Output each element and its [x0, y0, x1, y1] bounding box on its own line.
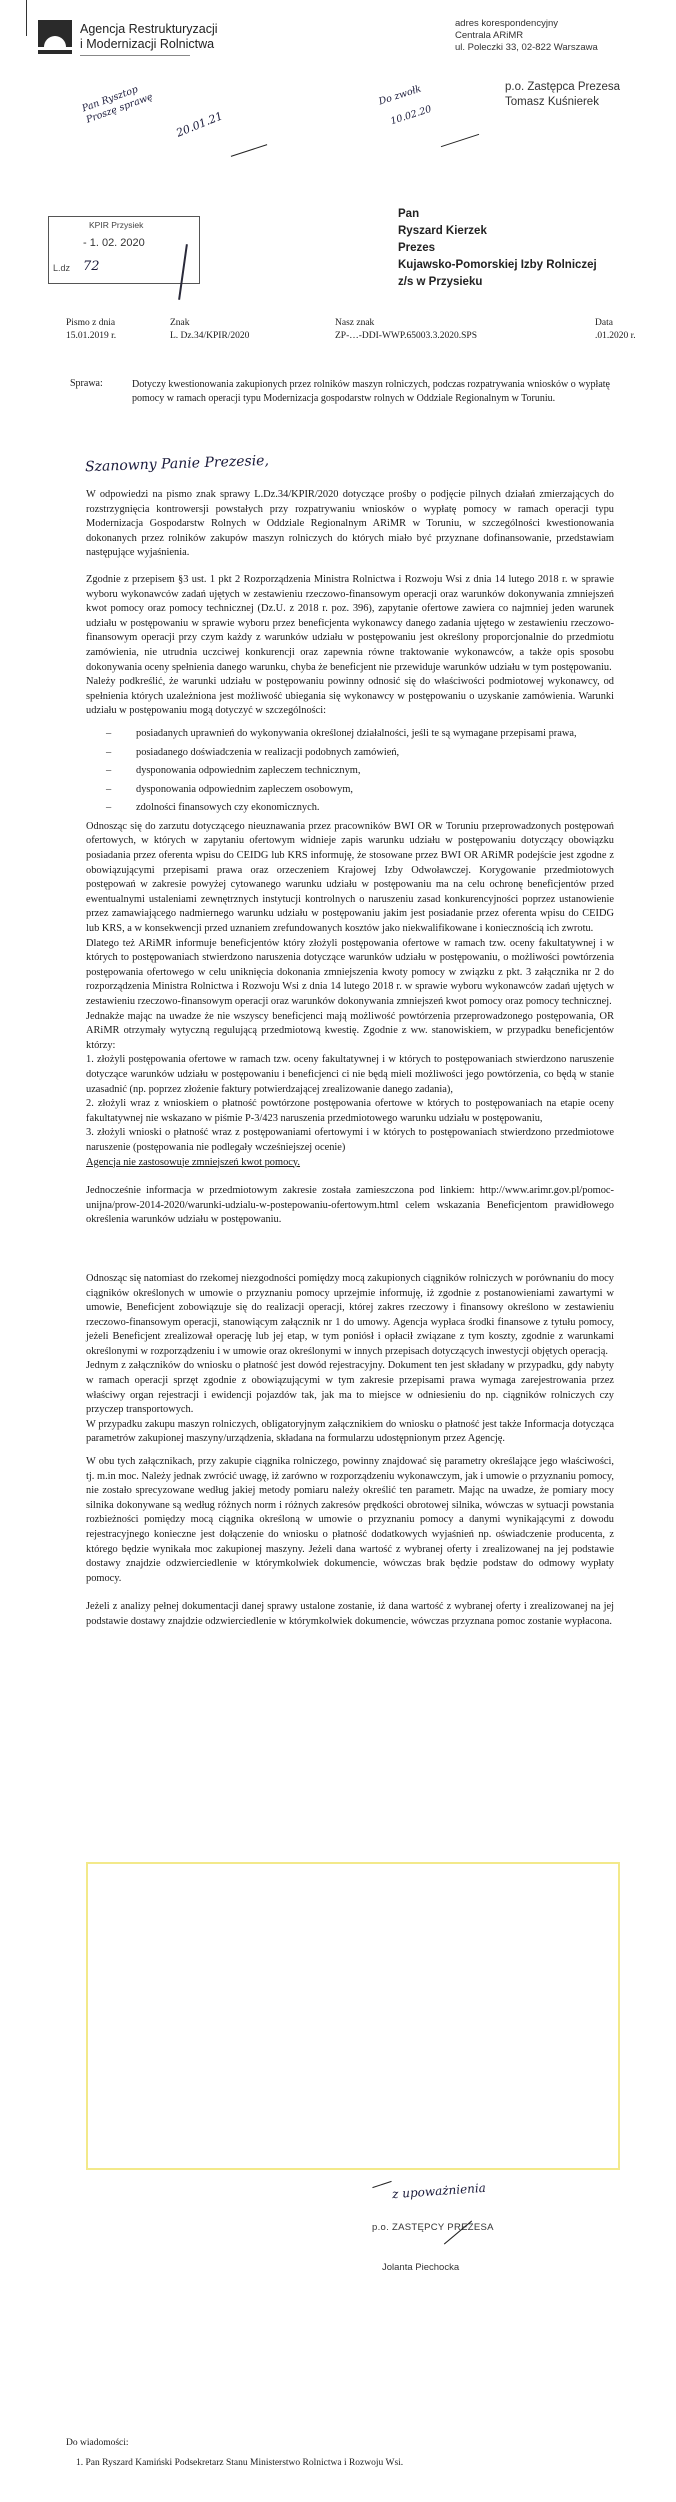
list-item: – zdolności finansowych czy ekonomicznych.: [86, 801, 614, 816]
handwritten-signature-mark: [231, 144, 267, 157]
recipient-pan: Pan: [398, 208, 420, 220]
paragraph-6: Jednakże mając na uwadze że nie wszyscy beneficjenci mają możliwość powtórzenia przeprowadzonego postępowania, OR ARiMR otrzymały wytyczną regulującą przedmiotową kwestię. Zgodnie z ww. stanowiskiem, w przypadku beneficjentów którzy:: [86, 1010, 614, 1051]
handwritten-note-date: 20.01.21: [174, 109, 225, 140]
correspondence-label: adres korespondencyjny: [455, 18, 558, 29]
numbered-item-3: 3. złożyli wnioski o płatność wraz z postępowaniami ofertowymi i w których to postępowaniach stwierdzono przedmiotowe naruszenie (postępowania nie podlegały wcześniejszej ocenie): [86, 1127, 614, 1153]
ref-sign-label: Znak: [170, 318, 190, 328]
ref-date-label: Data: [595, 318, 613, 328]
agency-name-line1: Agencja Restrukturyzacji: [80, 22, 218, 36]
paragraph-10: W przypadku zakupu maszyn rolniczych, obligatoryjnym załącznikiem do wniosku o płatność jest także Informacja dotycząca parametrów zakupionej maszyny/urządzenia, składana na formularzu udostępnionym przez Agencję.: [86, 1418, 614, 1445]
registry-stamp: [48, 216, 200, 284]
stamp-title: KPIR Przysiek: [89, 220, 144, 230]
ref-date: [595, 317, 636, 343]
handwritten-note-right: Do zwołk: [377, 83, 423, 108]
list-item: – dysponowania odpowiednim zapleczem technicznym,: [86, 764, 614, 779]
conditions-list: [86, 727, 614, 816]
ref-letter-date: [66, 317, 116, 343]
stamp-date: - 1. 02. 2020: [83, 237, 145, 249]
recipient-location: z/s w Przysieku: [398, 276, 483, 288]
ref-sign-value: L. Dz.34/KPIR/2020: [170, 331, 250, 341]
correspondence-line1: Centrala ARiMR: [455, 30, 524, 41]
ref-our-sign: [335, 317, 477, 343]
agency-name-line2: i Modernizacji Rolnictwa: [80, 37, 215, 51]
ref-our-sign-label: Nasz znak: [335, 318, 375, 328]
stamp-ldz-label: L.dz: [53, 263, 71, 273]
paragraph-link-info: Jednocześnie informacja w przedmiotowym zakresie została zamieszczona pod linkiem: http://www.arimr.gov.pl/pomoc-unijna/prow-2014-2020/warunki-udzialu-w-postepowaniu-ofertowym.html celem wskazania Beneficjentom prawidłowego określenia warunków udziału w postępowaniu.: [86, 1185, 614, 1226]
paragraph-2: Zgodnie z przepisem §3 ust. 1 pkt 2 Rozporządzenia Ministra Rolnictwa i Rozwoju Wsi z dnia 14 lutego 2018 r. w sprawie wyboru wykonawców zadań ujętych w zestawieniu rzeczowo-finansowym operacji oraz warunków dokonywania zmniejszeń kwot pomocy oraz pomocy technicznej (Dz.U. z 2018 r. poz. 396), zapytanie ofertowe zawiera co najmniej jeden warunek udziału w postępowaniu w sprawie wyboru przez beneficjenta wykonawcy danego zadania ujętego w zestawieniu rzeczowo-finansowym operacji przy czym każdy z warunków udziału w postępowaniu jest określony proporcjonalnie do przedmiotu zamówienia, nie utrudnia uczciwej konkurencji oraz zapewnia równe traktowanie wykonawców, a także opis sposobu dokonywania oceny spełnienia danego warunku, chyba że beneficjent nie przewiduje warunków udziału w tym postępowaniu.: [86, 573, 614, 673]
list-item: – posiadanego doświadczenia w realizacji podobnych zamówień,: [86, 746, 614, 761]
po-deputy-header: [505, 80, 620, 110]
highlight-box: [86, 1862, 620, 2170]
letter-body: [86, 488, 614, 1630]
signature-name: Jolanta Piechocka: [382, 2262, 460, 2273]
agency-logo: [38, 20, 72, 54]
no-reduction-statement: Agencja nie zastosowuje zmniejszeń kwot pomocy.: [86, 1156, 301, 1168]
paragraph-1: W odpowiedzi na pismo znak sprawy L.Dz.34/KPIR/2020 dotyczące prośby o podjęcie pilnych działań zmierzających do rozstrzygnięcia kontrowersji powstałych przy rozpatrywaniu wniosków o wypłatę pomocy w ramach operacji typu Modernizacja Gospodarstw Rolnych w Oddziale Regionalnym ARiMR w Toruniu, w szczególności kwestionowania dokonanych przez rolników zakupów maszyn rolniczych do których miało być przyznane dofinansowanie, przedstawiam następujące wyjaśnienia.: [86, 489, 614, 559]
recipient-org: Kujawsko-Pomorskiej Izby Rolniczej: [398, 259, 597, 271]
list-item: – posiadanych uprawnień do wykonywania określonej działalności, jeśli te są wymagane przepisami prawa,: [86, 727, 614, 742]
correspondence-line2: ul. Poleczki 33, 02-822 Warszawa: [455, 42, 598, 53]
signature-handwritten: z upoważnienia: [391, 2180, 487, 2202]
stamp-ldz-value: 72: [83, 259, 100, 274]
distribution-item: 1. Pan Ryszard Kamiński Podsekretarz Stanu Ministerstwo Rolnictwa i Rozwoju Wsi.: [76, 2458, 404, 2468]
distribution-label: Do wiadomości:: [66, 2438, 129, 2448]
recipient-role: Prezes: [398, 242, 436, 254]
numbered-item-1: 1. złożyli postępowania ofertowe w ramach tzw. oceny fakultatywnej i w których to postępowaniach stwierdzono naruszenie dotyczące warunków udziału w postępowaniu i beneficjenci ci nie będą mieli możliwości jego powtórzenia, co będą w stanie uzasadnić (np. poprzez złożenie faktury potwierdzającej zrealizowanie danego zadania),: [86, 1054, 614, 1095]
handwritten-note-right-date: 10.02.20: [389, 103, 433, 128]
po-title: p.o. Zastępca Prezesa: [505, 81, 621, 93]
signature-flourish: [372, 2181, 391, 2188]
subject-label: Sprawa:: [70, 378, 103, 389]
recipient-name: Ryszard Kierzek: [398, 225, 487, 237]
list-item: – dysponowania odpowiednim zapleczem osobowym,: [86, 783, 614, 798]
handwritten-note-left: Pan Rysztop Proszę sprawę: [80, 84, 155, 126]
greeting: Szanowny Panie Prezesie,: [84, 452, 270, 476]
ref-letter-date-label: Pismo z dnia: [66, 318, 116, 328]
ref-letter-date-value: 15.01.2019 r.: [66, 331, 117, 341]
agency-name: [80, 22, 218, 52]
paragraph-5: Dlatego też ARiMR informuje beneficjentów który złożyli postępowania ofertowe w ramach tzw. oceny fakultatywnej i w których to postępowaniach stwierdzono naruszenia dotyczące warunków udziału w postępowaniu, o możliwości powtórzenia postępowania ofertowego w celu uniknięcia dokonania zmniejszenia kwoty pomocy w związku z pkt. 3 załącznika nr 2 do rozporządzenia Ministra Rolnictwa i Rozwoju Wsi z dnia 14 lutego 2018 r. w sprawie wyboru wykonawców zadań ujętych w zestawieniu rzeczowo-finansowym operacji oraz warunków dokonywania zmniejszeń kwot pomocy oraz pomocy technicznej.: [86, 937, 614, 1007]
subject-text: Dotyczy kwestionowania zakupionych przez rolników maszyn rolniczych, podczas rozpatrywania wniosków o wypłatę pomocy w ramach operacji typu Modernizacja gospodarstw rolnych w Oddziale Regionalnym w Toruniu.: [132, 379, 610, 404]
handwritten-initial-mark: [441, 134, 479, 147]
paragraph-8: Odnosząc się natomiast do rzekomej niezgodności pomiędzy mocą zakupionych ciągników rolniczych w porównaniu do mocy ciągników określonych w umowie o przyznaniu pomocy uprzejmie informuję, iż zgodnie z postanowieniami zawartymi w umowie, Beneficjent zobowiązuje się do realizacji operacji, której zakres rzeczowy i finansowy określono w zestawieniu rzeczowo-finansowym operacji, stanowiącym załącznik nr 1 do umowy. Agencja wypłaca środki finansowe z tytułu pomocy, jeżeli Beneficjent zrealizował operację lub jej etap, w tym poniósł i opłacił związane z tym koszty, zgodnie z warunkami określonymi w rozporządzeniu i w umowie oraz określonymi w innych przepisach dotyczących inwestycji objętych operacją.: [86, 1272, 614, 1357]
paragraph-9: Jednym z załączników do wniosku o płatność jest dowód rejestracyjny. Dokument ten jest składany w przypadku, gdy nabyty w ramach operacji sprzęt zgodnie z obowiązującymi w tym zakresie przepisami prawa wymaga zarejestrowania przez właściwy organ rejestracji i ewidencji pojazdów tak, jak ma to miejsce w odniesieniu do np. ciągników rolniczych czy przyczep transportowych.: [86, 1360, 614, 1416]
paragraph-4: Odnosząc się do zarzutu dotyczącego nieuznawania przez pracowników BWI OR w Toruniu przeprowadzonych postępowań ofertowych, w których w zapytaniu ofertowym widnieje zapis warunku udziału w postępowaniu dotyczący obowiązku posiadania przez oferenta wpisu do CEIDG lub KRS informuję, że stosowane przez BWI OR ARiMR podejście jest zgodne z obowiązującymi przepisami prawa oraz orzeczeniem Krajowej Izby Odwoławczej. Korygowanie przedmiotowych postępowań w zakresie powyżej cytowanego warunku udziału w postępowaniu ma na celu ochronę beneficjentów przed ewentualnymi ustaleniami zewnętrznych instytucji kontrolnych o naruszeniu zasad konkurencyjności poprzez ustanowienie przez zamawiającego nadmiernego warunku udziału w postępowaniu jakim jest posiadanie przez oferenta wpisu do CEIDG lub KRS, a w konsekwencji przed uznaniem zrefundowanych kosztów jako niekwalifikowane i koniecznością ich zwrotu.: [86, 820, 614, 935]
paragraph-11: W obu tych załącznikach, przy zakupie ciągnika rolniczego, powinny znajdować się parametry określające jego właściwości, tj. m.in moc. Należy jednak zwrócić uwagę, iż zarówno w rozporządzeniu wykonawczym, jak i umowie o przyznaniu pomocy, nie zostało sprecyzowane według jakiej metody pomiaru należy określić ten parametr. Mając na uwadze, że pomiary mocy silnika dokonywane są według różnych norm i różnych zakresów prędkości obrotowej silnika, wówczas w sytuacji powstania rozbieżności pomiędzy mocą ciągnika określoną w umowie o przyznaniu pomocy a danymi wynikającymi z dowodu rejestracyjnego konieczne jest dołączenie do wniosku o płatność dodatkowych wyjaśnień np. oświadczenie producenta, z którego będzie wynikała moc zakupionej maszyny. Jeżeli dana wartość z wybranej oferty i zrealizowanej na jej podstawie dostawy znajdzie odzwierciedlenie w którymkolwiek dokumencie, wówczas brak będzie podstaw do odmowy wypłaty pomocy.: [86, 1456, 614, 1584]
signature-title: p.o. ZASTĘPCY PREZESA: [372, 2222, 494, 2233]
header-rule: [80, 55, 190, 56]
correspondence-address: [455, 18, 598, 54]
ref-date-value: .01.2020 r.: [595, 331, 636, 341]
ref-sign: [170, 317, 249, 343]
scan-margin-line: [26, 0, 27, 36]
ref-our-sign-value: ZP-…-DDI-WWP.65003.3.2020.SPS: [335, 331, 477, 341]
po-name: Tomasz Kuśnierek: [505, 96, 599, 108]
paragraph-12: Jeżeli z analizy pełnej dokumentacji danej sprawy ustalone zostanie, iż dana wartość z wybranej oferty i zrealizowanej na jej podstawie dostawy znajdzie odzwierciedlenie w którymkolwiek dokumencie, wówczas przyznana pomoc zostanie wypłacona.: [86, 1601, 614, 1627]
recipient-block: [398, 206, 597, 291]
paragraph-3: Należy podkreślić, że warunki udziału w postępowaniu powinny odnosić się do właściwości podmiotowej wykonawcy, od spełnienia których uzależniona jest możliwość ubiegania się wykonawcy w postępowaniu o uzyskanie zamówienia. Warunki udziału w postępowaniu mogą dotyczyć w szczególności:: [86, 676, 614, 717]
numbered-item-2: 2. złożyli wraz z wnioskiem o płatność powtórzone postępowania ofertowe w których to postępowaniach na etapie oceny fakultatywnej nie wskazano w piśmie P-3/423 naruszenia przedmiotowego warunku udziału w postępowaniu,: [86, 1098, 614, 1124]
